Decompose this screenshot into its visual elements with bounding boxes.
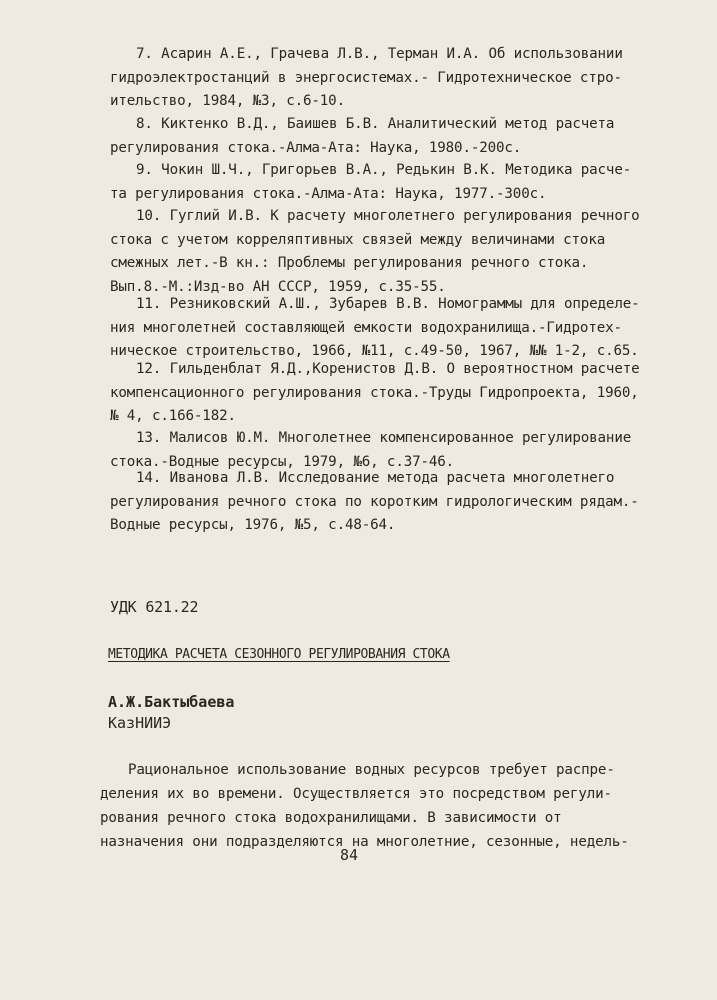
reference-line: 14. Иванова Л.В. Исследование метода расчета многолетнего bbox=[136, 470, 615, 486]
reference-line: ническое строительство, 1966, №11, с.49-50, 1967, №№ 1-2, с.65. bbox=[110, 343, 639, 359]
author-organization: КазНИИЭ bbox=[108, 714, 172, 732]
udc-code: УДК 621.22 bbox=[110, 598, 199, 616]
reference-item-8 bbox=[110, 113, 680, 160]
reference-item-11 bbox=[110, 293, 680, 364]
reference-item-12 bbox=[110, 358, 680, 429]
reference-line: гидроэлектростанций в энергосистемах.- Гидротехническое стро- bbox=[110, 69, 622, 86]
article-title: МЕТОДИКА РАСЧЕТА СЕЗОННОГО РЕГУЛИРОВАНИЯ СТОКА bbox=[108, 647, 450, 662]
reference-line: та регулирования стока.-Алма-Ата: Наука, 1977.-300с. bbox=[110, 185, 547, 202]
reference-line: 7. Асарин А.Е., Грачева Л.В., Терман И.А. Об использовании bbox=[136, 46, 623, 62]
reference-line: смежных лет.-В кн.: Проблемы регулирования речного стока. bbox=[110, 255, 589, 271]
reference-line: 9. Чокин Ш.Ч., Григорьев В.А., Редькин В.К. Методика расче- bbox=[136, 162, 632, 178]
paragraph-line: деления их во времени. Осуществляется это посредством регули- bbox=[100, 786, 612, 802]
paragraph-line: назначения они подразделяются на многолетние, сезонные, недель- bbox=[100, 834, 629, 850]
reference-line: № 4, с.166-182. bbox=[110, 408, 236, 424]
reference-line: 11. Резниковский А.Ш., Зубарев В.В. Номограммы для определе- bbox=[136, 296, 640, 312]
reference-line: компенсационного регулирования стока.-Труды Гидропроекта, 1960, bbox=[110, 384, 639, 401]
reference-line: 13. Малисов Ю.М. Многолетнее компенсированное регулирование bbox=[136, 430, 632, 446]
reference-line: 8. Киктенко В.Д., Баишев Б.В. Аналитический метод расчета bbox=[136, 116, 615, 132]
reference-item-9 bbox=[110, 159, 680, 206]
reference-line: 12. Гильденблат Я.Д.,Коренистов Д.В. О вероятностном расчете bbox=[136, 361, 640, 377]
reference-item-10 bbox=[110, 205, 680, 299]
reference-line: Вып.8.-М.:Изд-во АН СССР, 1959, с.35-55. bbox=[110, 278, 446, 295]
reference-line: регулирования стока.-Алма-Ата: Наука, 1980.-200с. bbox=[110, 139, 522, 156]
reference-line: стока.-Водные ресурсы, 1979, №6, с.37-46. bbox=[110, 453, 455, 470]
reference-line: 10. Гуглий И.В. К расчету многолетнего регулирования речного bbox=[136, 208, 640, 224]
reference-line: Водные ресурсы, 1976, №5, с.48-64. bbox=[110, 517, 396, 533]
reference-line: регулирования речного стока по коротким гидрологическим рядам.- bbox=[110, 493, 639, 510]
reference-line: стока с учетом корреляптивных связей между величинами стока bbox=[110, 231, 606, 248]
reference-item-7 bbox=[110, 43, 680, 114]
reference-item-14 bbox=[110, 467, 680, 538]
author-name: А.Ж.Бактыбаева bbox=[108, 693, 235, 711]
reference-line: ния многолетней составляющей емкости водохранилища.-Гидротех- bbox=[110, 319, 622, 336]
paragraph-line: Рациональное использование водных ресурсов требует распре- bbox=[128, 762, 615, 778]
paragraph-line: рования речного стока водохранилищами. В зависимости от bbox=[100, 810, 562, 826]
reference-line: ительство, 1984, №3, с.6-10. bbox=[110, 93, 345, 109]
article-paragraph bbox=[100, 758, 680, 854]
page-number: 84 bbox=[340, 846, 359, 864]
